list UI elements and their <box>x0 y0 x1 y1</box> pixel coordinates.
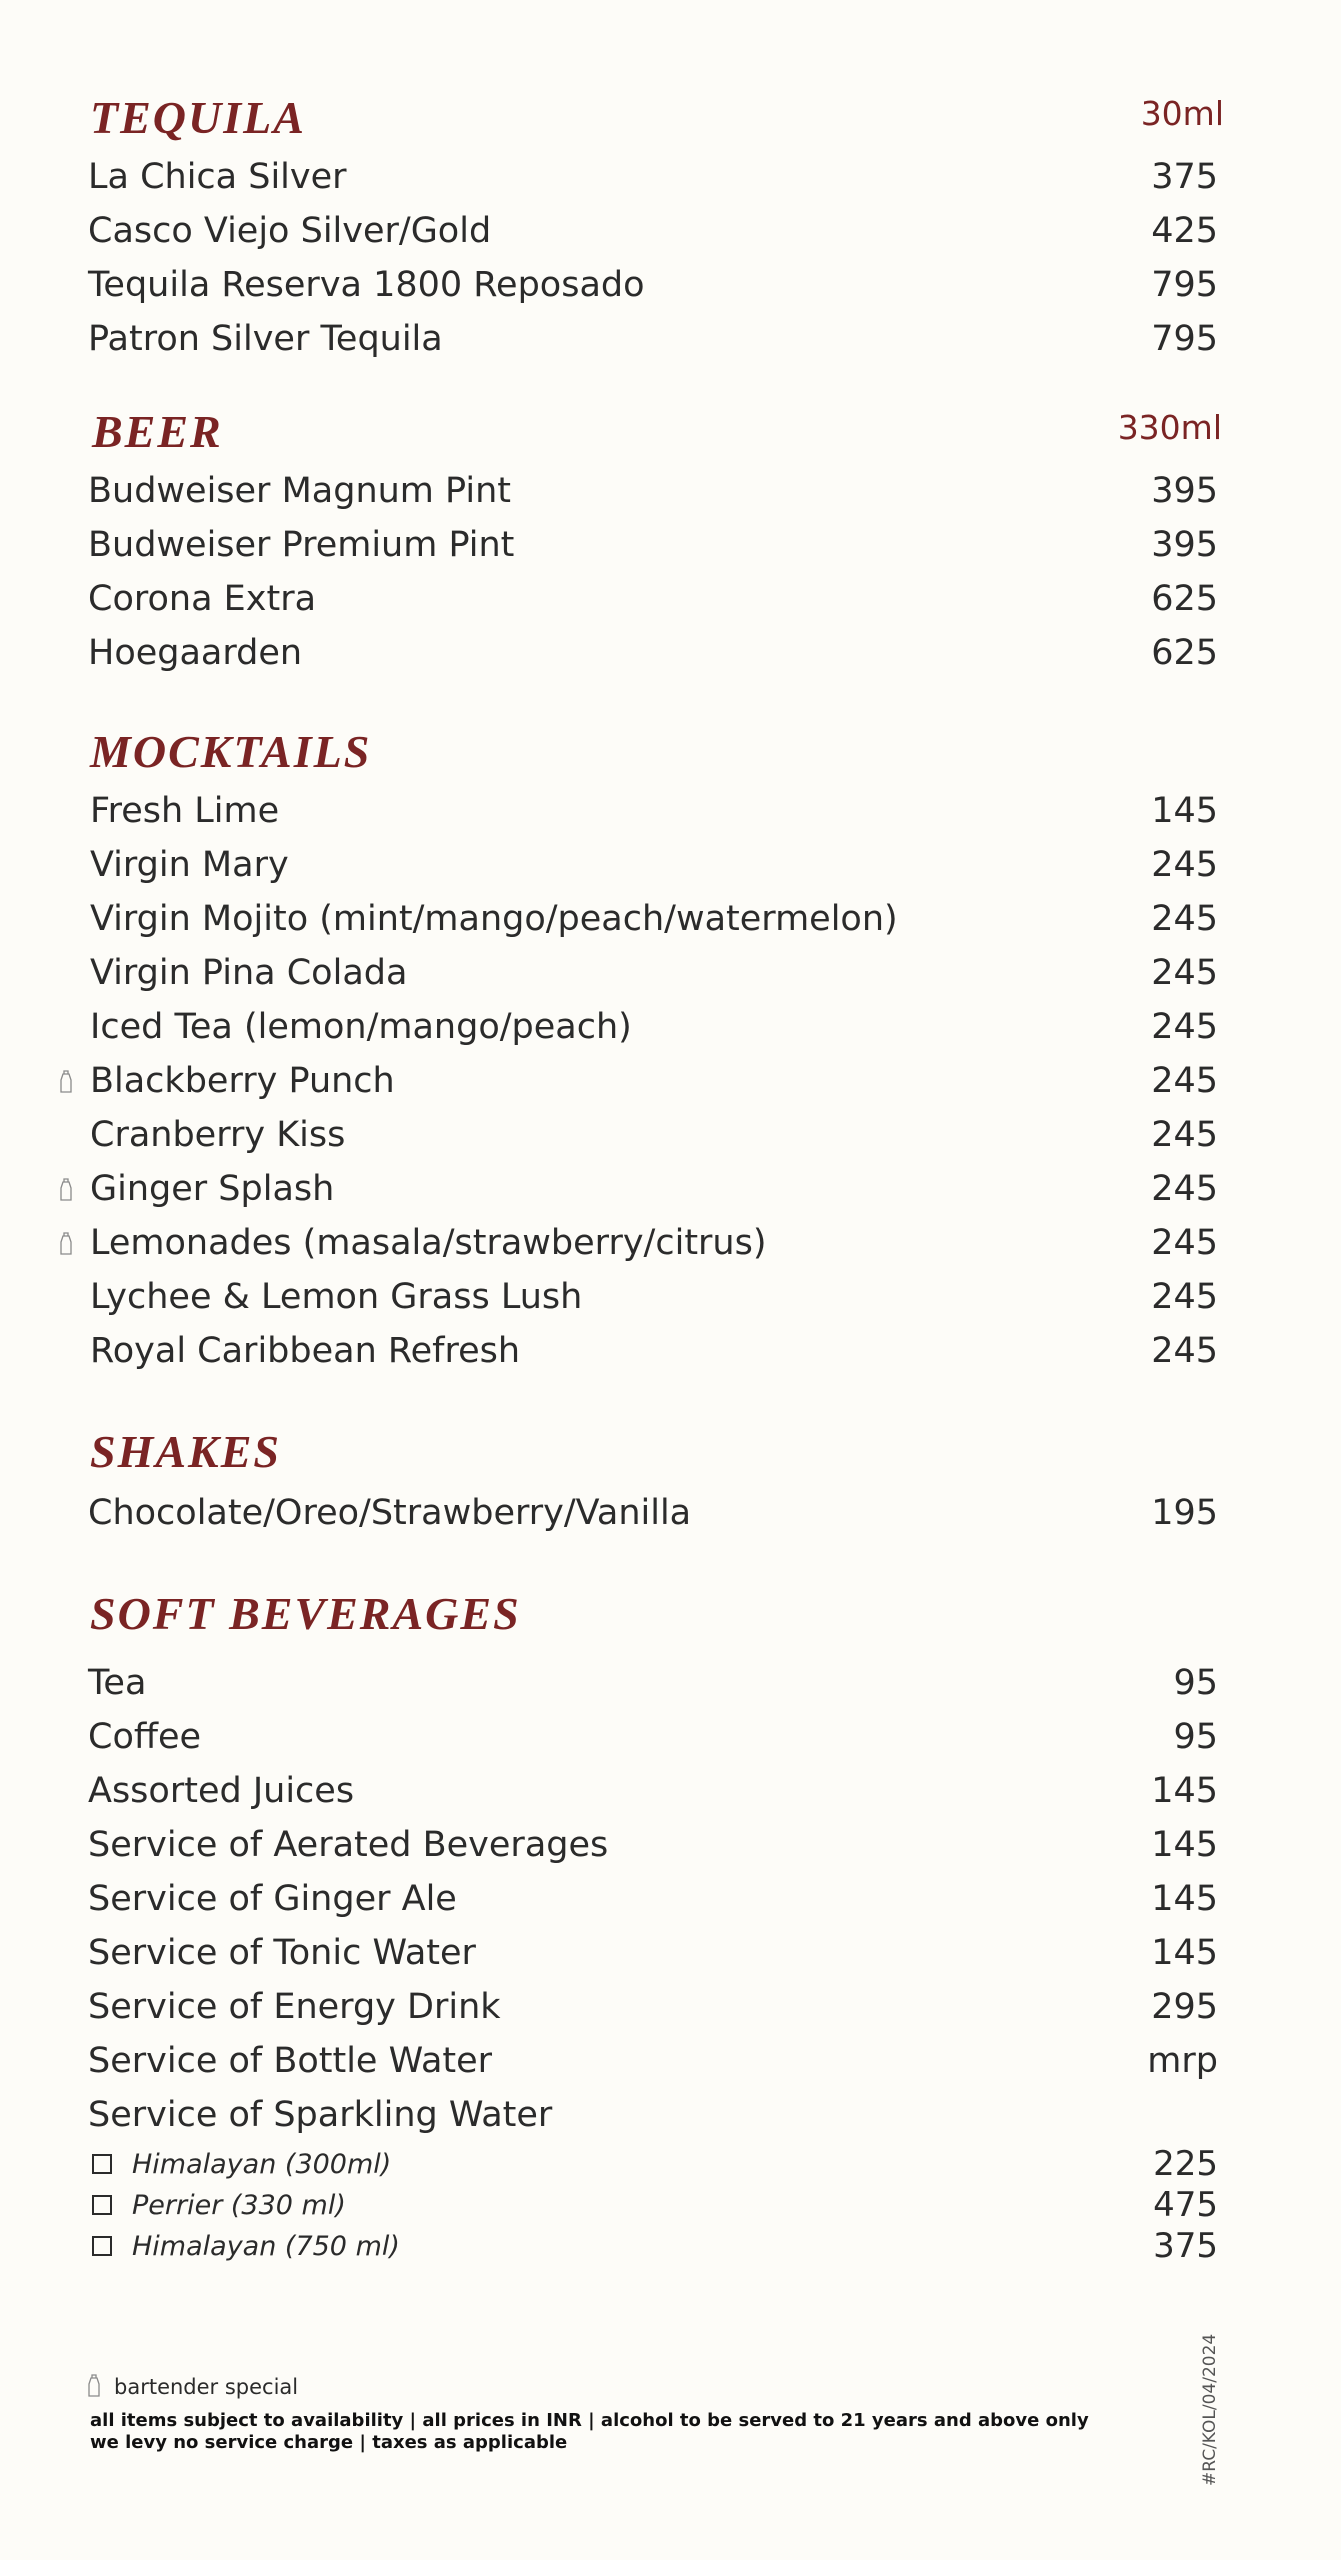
menu-item <box>88 258 1218 312</box>
item-price: 245 <box>1151 1115 1218 1155</box>
section-title: TEQUILA <box>90 92 306 143</box>
section-title: SHAKES <box>90 1426 281 1477</box>
checkbox-icon <box>92 2195 112 2215</box>
item-name: Royal Caribbean Refresh <box>90 1331 521 1371</box>
item-name: Casco Viejo Silver/Gold <box>88 211 492 251</box>
item-name: Iced Tea (lemon/mango/peach) <box>90 1007 632 1047</box>
item-price: 245 <box>1151 845 1218 885</box>
soft-beverages-section <box>88 1582 1218 2267</box>
item-name: Coffee <box>88 1717 202 1757</box>
item-name: Service of Energy Drink <box>88 1987 501 2027</box>
item-price: 795 <box>1151 265 1218 305</box>
item-name: Service of Sparkling Water <box>88 2095 553 2135</box>
item-price: 245 <box>1151 1007 1218 1047</box>
menu-item <box>90 1162 1218 1216</box>
menu-item <box>90 892 1218 946</box>
menu-item <box>88 1710 1218 1764</box>
item-price: 145 <box>1151 1933 1218 1973</box>
section-unit: 30ml <box>1140 94 1224 133</box>
item-name: Tea <box>88 1663 147 1703</box>
item-price: 95 <box>1173 1663 1218 1703</box>
item-name: Hoegaarden <box>88 633 303 673</box>
menu-item <box>88 150 1218 204</box>
item-price: 145 <box>1151 1879 1218 1919</box>
bartender-shaker-icon <box>88 2374 100 2398</box>
item-price: 395 <box>1151 525 1218 565</box>
option-price: 475 <box>1153 2185 1218 2225</box>
option-price: 375 <box>1153 2226 1218 2266</box>
item-name: Fresh Lime <box>90 791 280 831</box>
menu-item <box>90 1216 1218 1270</box>
item-price: 625 <box>1151 633 1218 673</box>
sparkling-option <box>88 2185 1218 2226</box>
item-price: 245 <box>1151 953 1218 993</box>
item-name: La Chica Silver <box>88 157 347 197</box>
item-price: 245 <box>1151 1169 1218 1209</box>
item-price: 245 <box>1151 1331 1218 1371</box>
checkbox-icon <box>92 2236 112 2256</box>
menu-item <box>88 204 1218 258</box>
item-price: 425 <box>1151 211 1218 251</box>
menu-item <box>88 464 1218 518</box>
menu-item <box>88 1980 1218 2034</box>
item-name: Cranberry Kiss <box>90 1115 346 1155</box>
item-price: 295 <box>1151 1987 1218 2027</box>
menu-item <box>90 1000 1218 1054</box>
section-unit: 330ml <box>1117 408 1222 447</box>
item-name: Virgin Mojito (mint/mango/peach/watermelon) <box>90 899 898 939</box>
item-name: Service of Bottle Water <box>88 2041 493 2081</box>
bartender-shaker-icon <box>60 1232 72 1256</box>
item-price: 145 <box>1151 791 1218 831</box>
item-name: Virgin Mary <box>90 845 289 885</box>
shakes-section <box>88 1420 1218 1540</box>
item-price: 795 <box>1151 319 1218 359</box>
option-price: 225 <box>1153 2144 1218 2184</box>
option-name: Himalayan (750 ml) <box>132 2231 400 2262</box>
menu-item <box>88 312 1218 366</box>
menu-item <box>88 1486 1218 1540</box>
item-name: Service of Tonic Water <box>88 1933 476 1973</box>
item-price: mrp <box>1147 2041 1218 2081</box>
menu-item <box>90 1108 1218 1162</box>
menu-code: #RC/KOL/04/2024 <box>1200 2333 1220 2486</box>
item-price: 625 <box>1151 579 1218 619</box>
item-name: Chocolate/Oreo/Strawberry/Vanilla <box>88 1493 692 1533</box>
item-name: Lemonades (masala/strawberry/citrus) <box>90 1223 767 1263</box>
item-name: Budweiser Magnum Pint <box>88 471 511 511</box>
item-price: 395 <box>1151 471 1218 511</box>
menu-item <box>88 1818 1218 1872</box>
option-name: Himalayan (300ml) <box>132 2149 392 2180</box>
item-price: 245 <box>1151 1277 1218 1317</box>
menu-item <box>88 1872 1218 1926</box>
menu-item <box>88 2034 1218 2088</box>
menu-item <box>88 1656 1218 1710</box>
item-price: 245 <box>1151 899 1218 939</box>
menu-item <box>90 838 1218 892</box>
menu-item <box>88 518 1218 572</box>
item-price: 375 <box>1151 157 1218 197</box>
option-name: Perrier (330 ml) <box>132 2190 346 2221</box>
menu-item <box>88 2088 1218 2142</box>
menu-item <box>88 572 1218 626</box>
menu-item <box>90 784 1218 838</box>
footer-note-line-1: all items subject to availability | all prices in INR | alcohol to be served to 21 years and above only <box>90 2410 1089 2431</box>
beer-section <box>88 400 1222 680</box>
legend-text: bartender special <box>114 2375 299 2399</box>
item-name: Budweiser Premium Pint <box>88 525 515 565</box>
item-name: Corona Extra <box>88 579 317 619</box>
item-name: Virgin Pina Colada <box>90 953 408 993</box>
sparkling-option <box>88 2144 1218 2185</box>
checkbox-icon <box>92 2154 112 2174</box>
footer-note <box>90 2410 1089 2454</box>
item-name: Lychee & Lemon Grass Lush <box>90 1277 583 1317</box>
menu-item <box>88 1764 1218 1818</box>
bartender-shaker-icon <box>60 1178 72 1202</box>
item-price: 245 <box>1151 1061 1218 1101</box>
menu-item <box>90 1324 1218 1378</box>
item-price: 145 <box>1151 1825 1218 1865</box>
item-price: 195 <box>1151 1493 1218 1533</box>
item-name: Ginger Splash <box>90 1169 335 1209</box>
item-price: 95 <box>1173 1717 1218 1757</box>
mocktails-section <box>88 720 1218 1378</box>
menu-item <box>88 1926 1218 1980</box>
item-name: Patron Silver Tequila <box>88 319 443 359</box>
menu-item <box>88 626 1218 680</box>
section-title: BEER <box>92 406 223 457</box>
item-name: Blackberry Punch <box>90 1061 395 1101</box>
item-price: 145 <box>1151 1771 1218 1811</box>
item-price: 245 <box>1151 1223 1218 1263</box>
bartender-shaker-icon <box>60 1070 72 1094</box>
menu-item <box>90 1270 1218 1324</box>
menu-item <box>90 946 1218 1000</box>
sparkling-option <box>88 2226 1218 2267</box>
footer-note-line-2: we levy no service charge | taxes as applicable <box>90 2432 568 2453</box>
item-name: Service of Ginger Ale <box>88 1879 457 1919</box>
item-name: Service of Aerated Beverages <box>88 1825 609 1865</box>
section-title: SOFT BEVERAGES <box>90 1588 521 1639</box>
item-name: Assorted Juices <box>88 1771 355 1811</box>
menu-item <box>90 1054 1218 1108</box>
item-name: Tequila Reserva 1800 Reposado <box>88 265 645 305</box>
section-title: MOCKTAILS <box>90 726 372 777</box>
tequila-section <box>88 86 1224 366</box>
